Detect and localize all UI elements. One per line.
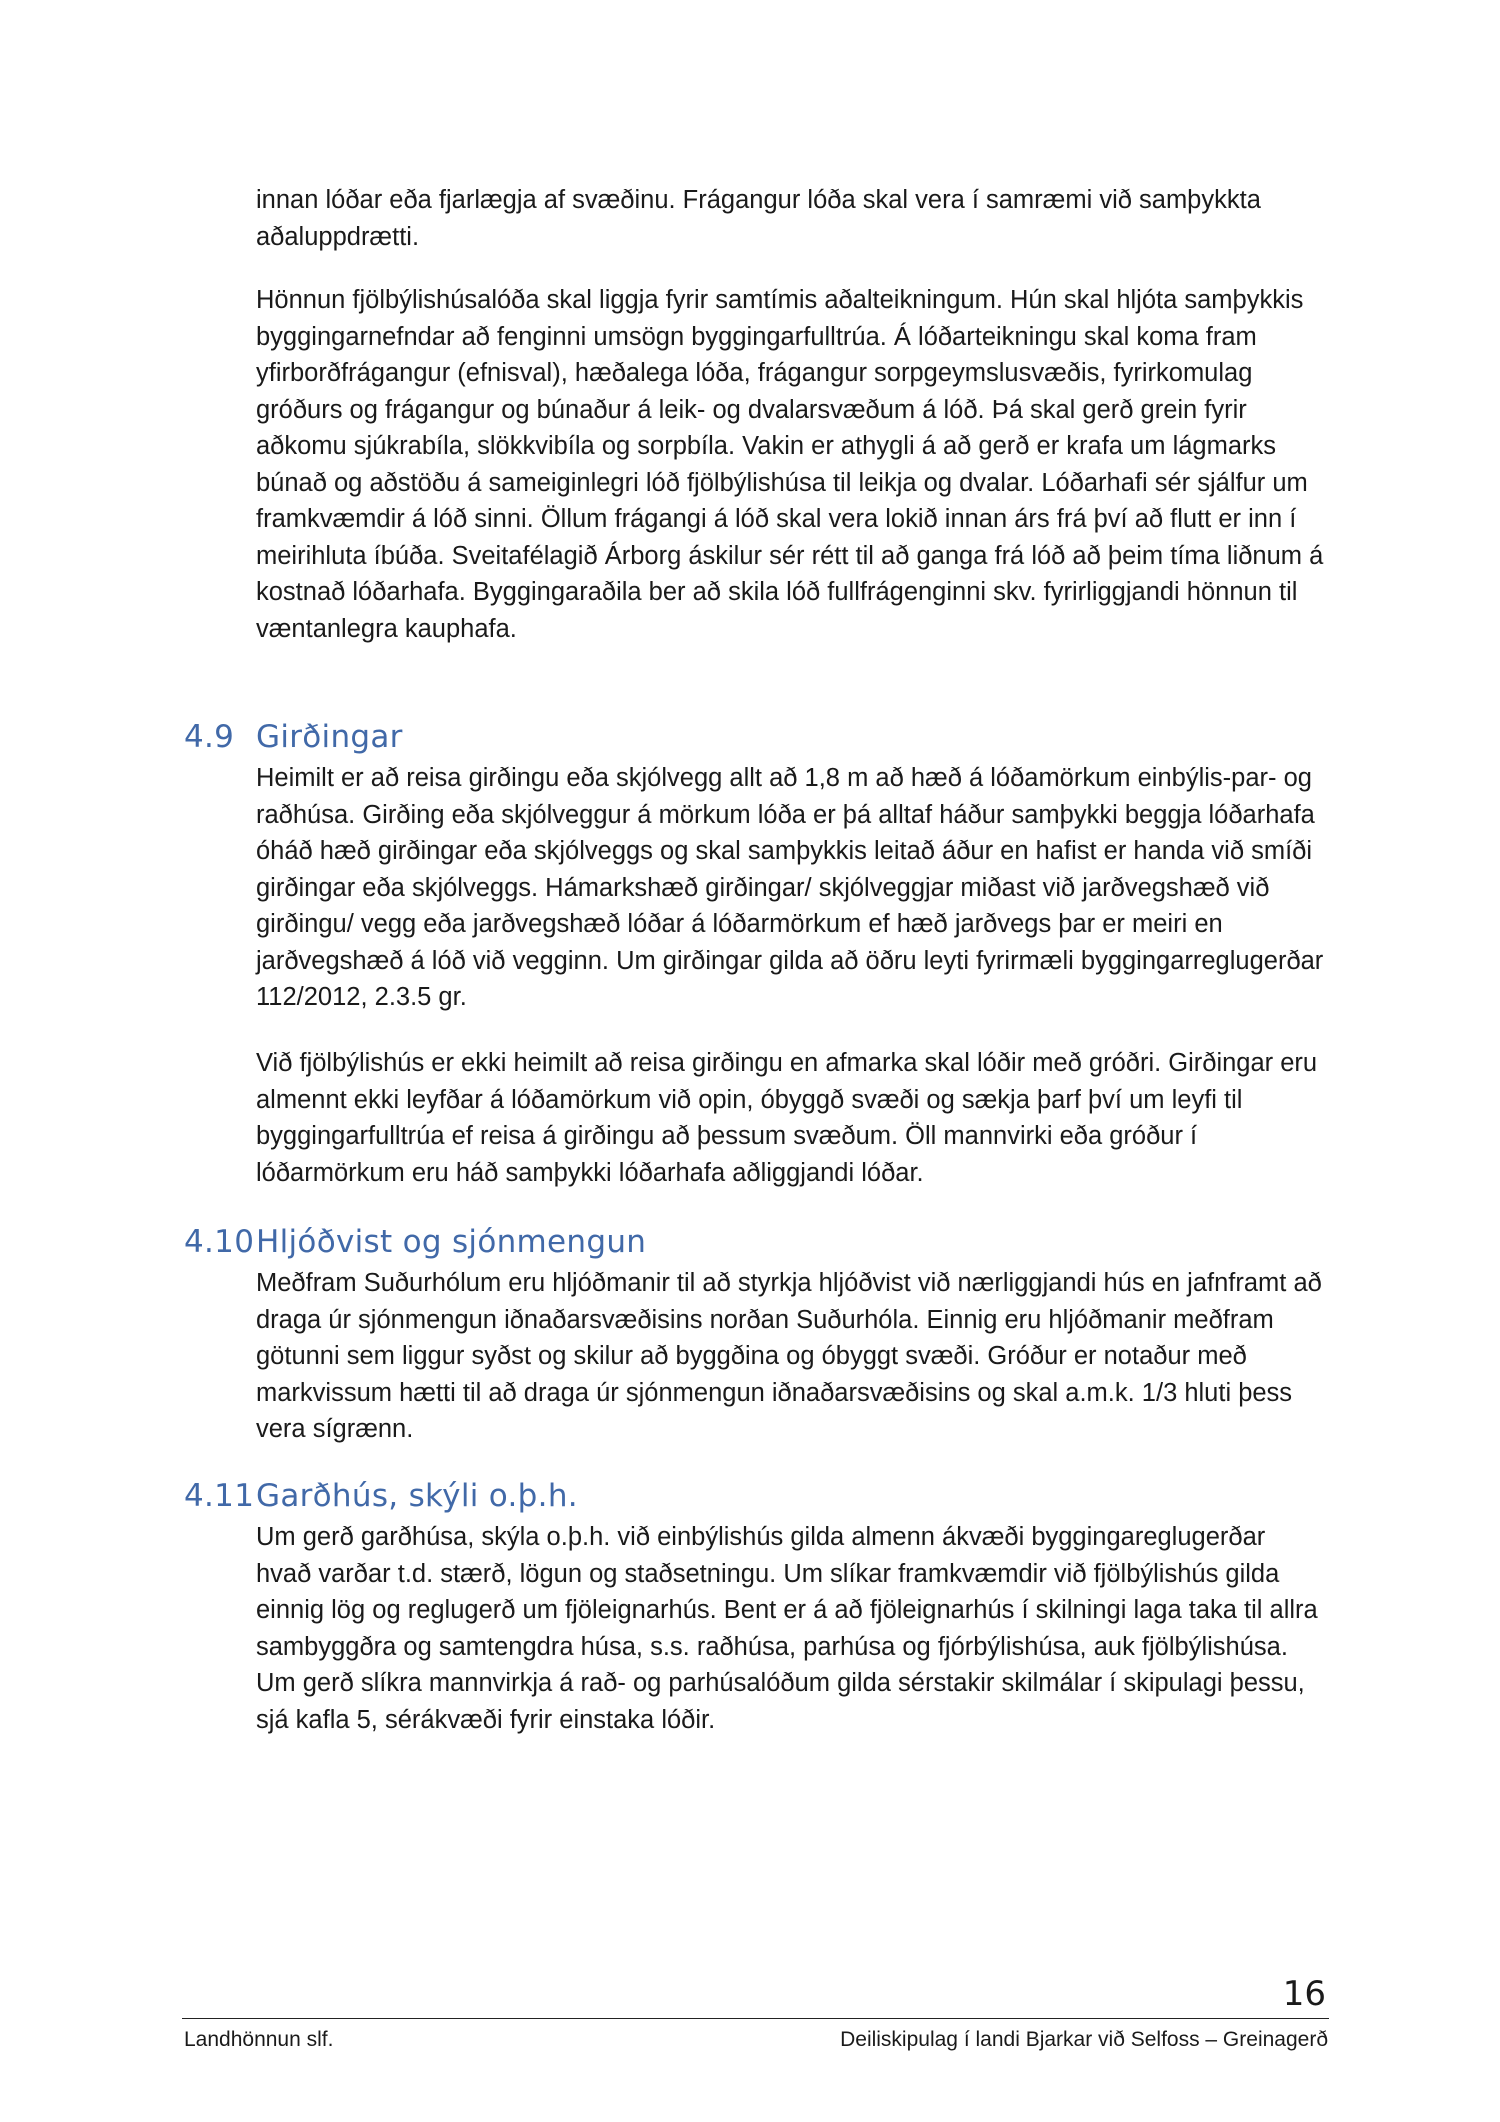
section-title: Hljóðvist og sjónmengun — [256, 1224, 647, 1260]
section-heading-4-11 — [184, 1476, 578, 1516]
page-number: 16 — [1282, 1974, 1326, 2014]
intro-paragraph-2: Hönnun fjölbýlishúsalóða skal liggja fyrir samtímis aðalteikningum. Hún skal hljóta samþykkis byggingarnefndar að fenginni umsögn byggingarfulltrúa. Á lóðarteikningu skal koma fram yfirborðfrágangur (efnisval), hæðalega lóða, frágangur sorpgeymslusvæðis, fyrirkomulag gróðurs og frágangur og búnaður á leik- og dvalarsvæðum á lóð. Þá skal gerð grein fyrir aðkomu sjúkrabíla, slökkvibíla og sorpbíla. Vakin er athygli á að gerð er krafa um lágmarks búnað og aðstöðu á sameiginlegri lóð fjölbýlishúsa til leikja og dvalar. Lóðarhafi sér sjálfur um framkvæmdir á lóð sinni. Öllum frágangi á lóð skal vera lokið innan árs frá því að flutt er inn í meirihluta íbúða. Sveitafélagið Árborg áskilur sér rétt til að ganga frá lóð að þeim tíma liðnum á kostnað lóðarhafa. Byggingaraðila ber að skila lóð fullfrágenginni skv. fyrirliggjandi hönnun til væntanlegra kauphafa. — [256, 286, 1324, 643]
section-title: Girðingar — [256, 719, 403, 755]
section-heading-4-10 — [184, 1222, 647, 1262]
section-number: 4.10 — [184, 1224, 255, 1260]
section-title: Garðhús, skýli o.þ.h. — [256, 1478, 578, 1514]
section-4-11-paragraph-1: Um gerð garðhúsa, skýla o.þ.h. við einbýlishús gilda almenn ákvæði byggingareglugerðar hvað varðar t.d. stærð, lögun og staðsetningu. Um slíkar framkvæmdir við fjölbýlishús gilda einnig lög og reglugerð um fjöleignarhús. Bent er á að fjöleignarhús í skilningi laga taka til allra sambyggðra og samtengdra húsa, s.s. raðhúsa, parhúsa og fjórbýlishúsa, auk fjölbýlishúsa. Um gerð slíkra mannvirkja á rað- og parhúsalóðum gilda sérstakir skilmálar í skipulagi þessu, sjá kafla 5, sérákvæði fyrir einstaka lóðir. — [256, 1523, 1318, 1734]
section-number: 4.9 — [184, 719, 235, 755]
section-number: 4.11 — [184, 1478, 255, 1514]
footer-divider — [182, 2018, 1329, 2019]
footer-document-title: Deiliskipulag í landi Bjarkar við Selfoss – Greinagerð — [840, 2028, 1328, 2051]
footer-company: Landhönnun slf. — [184, 2028, 334, 2051]
intro-paragraph-1: innan lóðar eða fjarlægja af svæðinu. Frágangur lóða skal vera í samræmi við samþykkta aðaluppdrætti. — [256, 186, 1261, 251]
section-heading-4-9 — [184, 717, 403, 757]
section-4-9-paragraph-2: Við fjölbýlishús er ekki heimilt að reisa girðingu en afmarka skal lóðir með gróðri. Girðingar eru almennt ekki leyfðar á lóðamörkum við opin, óbyggð svæði og sækja þarf því um leyfi til byggingarfulltrúa ef reisa á girðingu að þessum svæðum. Öll mannvirki eða gróður í lóðarmörkum eru háð samþykki lóðarhafa aðliggjandi lóðar. — [256, 1049, 1318, 1187]
section-4-9-paragraph-1: Heimilt er að reisa girðingu eða skjólvegg allt að 1,8 m að hæð á lóðamörkum einbýlis-par- og raðhúsa. Girðing eða skjólveggur á mörkum lóða er þá alltaf háður samþykki beggja lóðarhafa óháð hæð girðingar eða skjólveggs og skal samþykkis leitað áður en hafist er handa við smíði girðingar eða skjólveggs. Hámarkshæð girðingar/ skjólveggjar miðast við jarðvegshæð við girðingu/ vegg eða jarðvegshæð lóðar á lóðarmörkum ef hæð jarðvegs þar er meiri en jarðvegshæð á lóð við vegginn. Um girðingar gilda að öðru leyti fyrirmæli byggingarreglugerðar 112/2012, 2.3.5 gr. — [256, 764, 1324, 1011]
section-4-10-paragraph-1: Meðfram Suðurhólum eru hljóðmanir til að styrkja hljóðvist við nærliggjandi hús en jafnframt að draga úr sjónmengun iðnaðarsvæðisins norðan Suðurhóla. Einnig eru hljóðmanir meðfram götunni sem liggur syðst og skilur að byggðina og óbyggt svæði. Gróður er notaður með markvissum hætti til að draga úr sjónmengun iðnaðarsvæðisins og skal a.m.k. 1/3 hluti þess vera sígrænn. — [256, 1269, 1322, 1443]
